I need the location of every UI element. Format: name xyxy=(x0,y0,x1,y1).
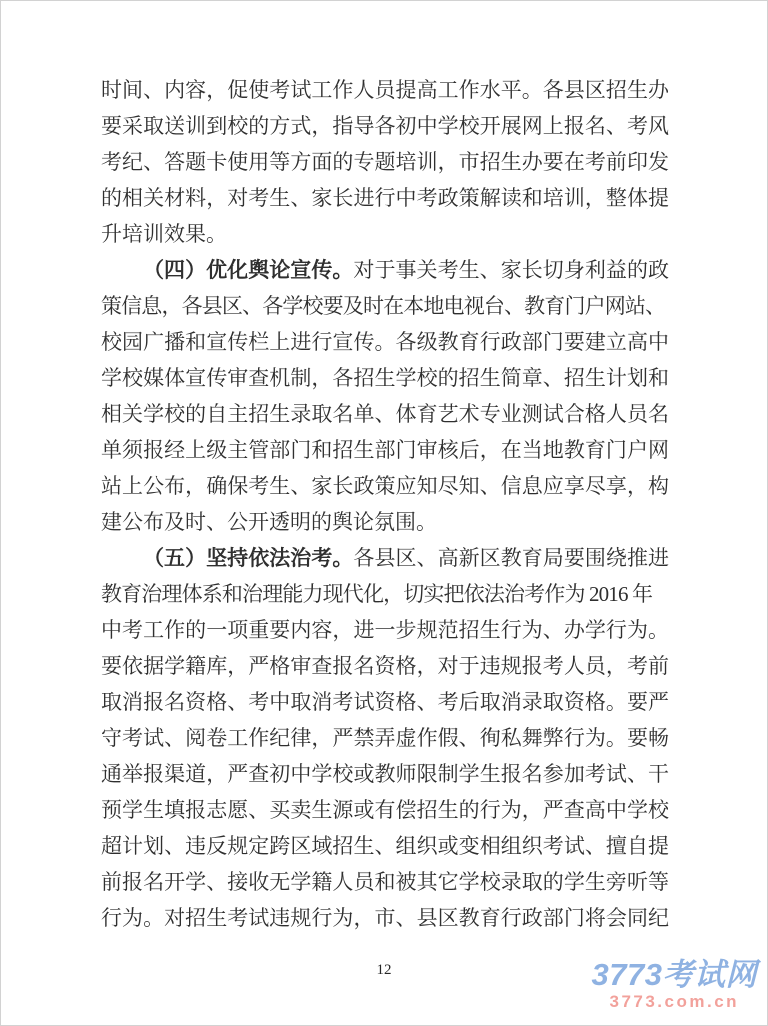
page-number: 12 xyxy=(376,962,392,978)
text-line: 教育治理体系和治理能力现代化，切实把依法治考作为 2016 年 xyxy=(101,582,653,606)
watermark xyxy=(592,959,757,1010)
text-line: 行为。对招生考试违规行为，市、县区教育行政部门将会同纪 xyxy=(101,906,669,930)
text-line: 建公布及时、公开透明的舆论氛围。 xyxy=(101,510,437,534)
text-line: 学校媒体宣传审查机制，各招生学校的招生简章、招生计划和 xyxy=(101,366,669,390)
paragraph-lead: （四）优化舆论宣传。 xyxy=(143,258,354,282)
text-line: 站上公布，确保考生、家长政策应知尽知、信息应享尽享，构 xyxy=(101,474,669,498)
text-line: 的相关材料，对考生、家长进行中考政策解读和培训，整体提 xyxy=(101,186,669,210)
text-line: 单须报经上级主管部门和招生部门审核后，在当地教育门户网 xyxy=(101,438,669,462)
paragraph-lead: （五）坚持依法治考。 xyxy=(143,546,354,570)
text-line: 要采取送训到校的方式，指导各初中学校开展网上报名、考风 xyxy=(101,114,669,138)
text-line: 相关学校的自主招生录取名单、体育艺术专业测试合格人员名 xyxy=(101,402,669,426)
text-line: 策信息，各县区、各学校要及时在本地电视台、教育门户网站、 xyxy=(101,294,666,318)
text-line: 取消报名资格、考中取消考试资格、考后取消录取资格。要严 xyxy=(101,690,669,714)
text-block xyxy=(101,72,669,936)
text-line: 前报名开学、接收无学籍人员和被其它学校录取的学生旁听等 xyxy=(101,870,669,894)
watermark-logo-text: 3773考试网 xyxy=(591,957,757,992)
text-line: （四）优化舆论宣传。对于事关考生、家长切身利益的政 xyxy=(143,258,670,282)
text-line: 预学生填报志愿、买卖生源或有偿招生的行为，严查高中学校 xyxy=(101,798,669,822)
text-line: 中考工作的一项重要内容，进一步规范招生行为、办学行为。 xyxy=(101,618,669,642)
text-line: 要依据学籍库，严格审查报名资格，对于违规报考人员，考前 xyxy=(101,654,669,678)
text-line: 升培训效果。 xyxy=(101,222,227,246)
watermark-domain-text: 3773.com.cn xyxy=(609,991,740,1011)
text-line: （五）坚持依法治考。各县区、高新区教育局要围绕推进 xyxy=(143,546,670,570)
text-line: 通举报渠道，严查初中学校或教师限制学生报名参加考试、干 xyxy=(101,762,669,786)
text-line: 校园广播和宣传栏上进行宣传。各级教育行政部门要建立高中 xyxy=(101,330,669,354)
text-line: 时间、内容，促使考试工作人员提高工作水平。各县区招生办 xyxy=(101,78,669,102)
text-line: 超计划、违反规定跨区域招生、组织或变相组织考试、擅自提 xyxy=(101,834,669,858)
text-line: 考纪、答题卡使用等方面的专题培训，市招生办要在考前印发 xyxy=(101,150,669,174)
text-line: 守考试、阅卷工作纪律，严禁弄虚作假、徇私舞弊行为。要畅 xyxy=(101,726,669,750)
